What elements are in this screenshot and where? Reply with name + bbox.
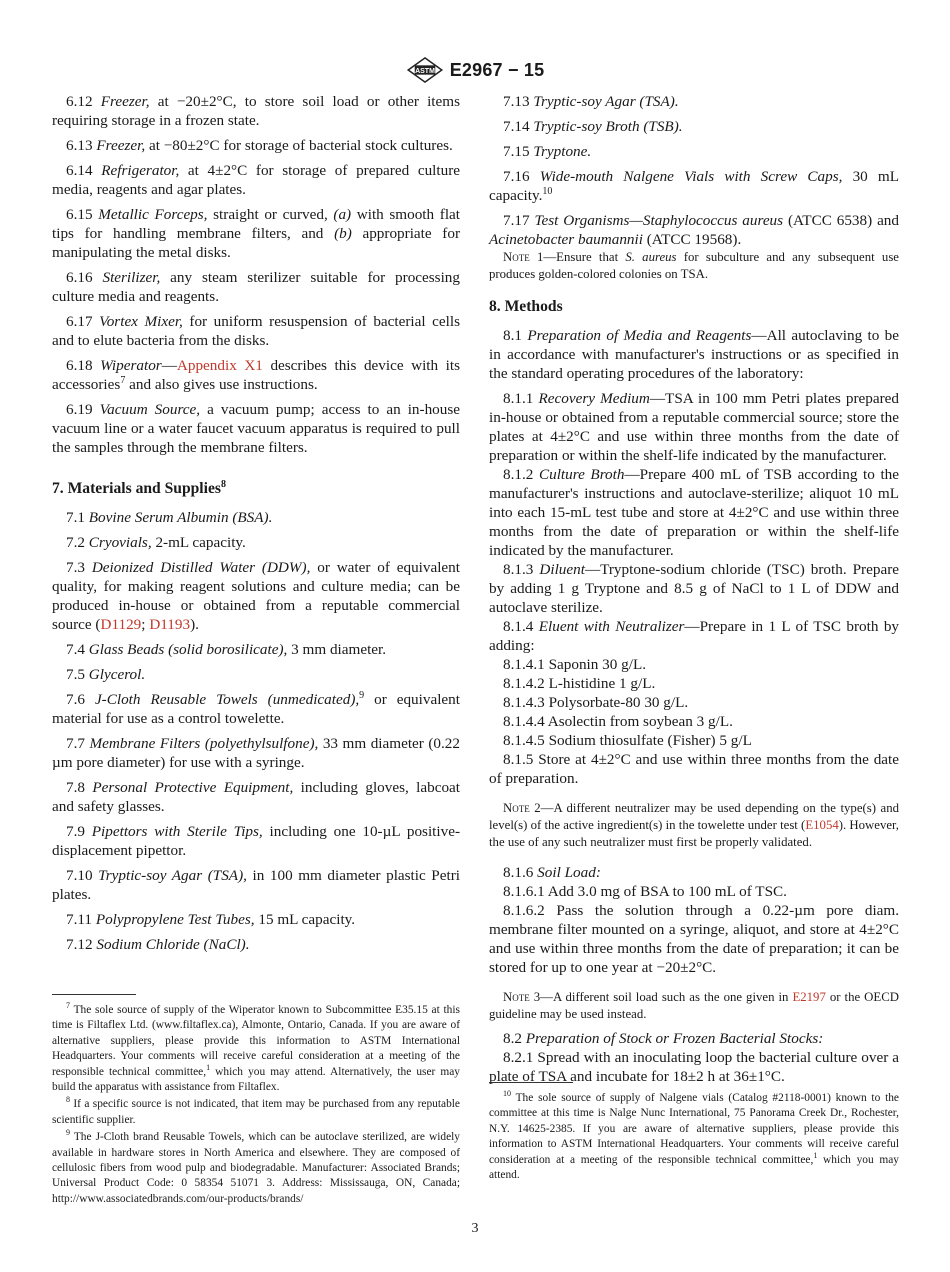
footnote-divider (489, 1082, 573, 1083)
clause-8-1-3: 8.1.3 Diluent—Tryptone-sodium chloride (TSC) broth. Prepare by adding 1 g Tryptone and 8.5 g of NaCl to 1 L of DDW and autoclave sterilize. (489, 561, 899, 616)
footnote-divider (52, 994, 136, 995)
clause-8-1-6: 8.1.6 Soil Load: (503, 864, 601, 881)
document-id: E2967 − 15 (449, 59, 545, 80)
left-column (52, 92, 460, 960)
right-footnotes (489, 1082, 899, 1185)
footnote-ref-9[interactable]: 9 (359, 689, 365, 701)
footnote-ref-7[interactable]: 7 (120, 374, 126, 386)
page-header (0, 56, 950, 84)
footnote-8: $^8$ If a specific source is not indicated, that item may be purchased from any reputable scientific supplier. (52, 1095, 460, 1126)
left-footnotes (52, 994, 460, 1209)
clause-7-5: 7.5 Glycerol. (66, 666, 146, 683)
clause-7-7: 7.7 Membrane Filters (polyethylsulfone), 33 mm diameter (0.22 µm pore diameter) for use with a syringe. (52, 735, 460, 771)
clause-6-19: 6.19 Vacuum Source, a vacuum pump; access to an in-house vacuum line or a water faucet vacuum apparatus is required to pull the samples through the membrane filters. (52, 401, 460, 456)
footnote-ref-10[interactable]: 10 (542, 185, 553, 197)
clause-8-2-1: 8.2.1 Spread with an inoculating loop the bacterial culture over a plate of TSA and incubate for 18±2 h at 36±1°C. (489, 1049, 900, 1085)
clause-7-13: 7.13 Tryptic-soy Agar (TSA). (503, 93, 679, 110)
footnote-ref-8[interactable]: 8 (220, 478, 226, 490)
footnote-7: $^7$ The sole source of supply of the Wiperator known to Subcommittee E35.15 at this time is Filtaflex Ltd. (www.filtaflex.ca), Almonte, Ontario, Canada. If you are aware of alternative suppliers, please provide this information to ASTM International Headquarters. Your comments will receive careful consideration at a meeting of the responsible technical committee,$^1$ which you may attend. Alternatively, the user may build the apparatus with assistance from Filtaflex. (52, 1001, 461, 1094)
clause-7-8: 7.8 Personal Protective Equipment, including gloves, labcoat and safety glasses. (52, 779, 460, 815)
clause-7-15: 7.15 Tryptone. (503, 143, 592, 160)
footnote-10: $^{10}$ The sole source of supply of Nalgene vials (Catalog #2118-0001) known to the committee at this time is Nalge Nunc International, 75 Panorama Creek Dr., Rochester, N.Y. 14625-2385. If you are aware of alternative suppliers, please provide this information to ASTM International Headquarters. Your comments will receive careful consideration at a meeting of the responsible technical committee,$^1$ which you may attend. (489, 1089, 899, 1182)
astm-logo-icon (406, 56, 444, 84)
right-column (489, 92, 899, 1086)
clause-7-4: 7.4 Glass Beads (solid borosilicate), 3 mm diameter. (66, 641, 387, 658)
clause-6-18: 6.18 Wiperator—Appendix X1 describes this device with its accessories$^7$ and also gives use instructions. (52, 357, 460, 393)
clause-7-11: 7.11 Polypropylene Test Tubes, 15 mL capacity. (66, 911, 356, 928)
clause-6-14: 6.14 Refrigerator, at 4±2°C for storage of prepared culture media, reagents and agar plates. (52, 162, 460, 198)
clause-8-2: 8.2 Preparation of Stock or Frozen Bacterial Stocks: (503, 1030, 824, 1047)
clause-6-15: 6.15 Metallic Forceps, straight or curved, (a) with smooth flat tips for handling membrane filters, and (b) appropriate for manipulating the metal disks. (52, 206, 461, 261)
clause-7-9: 7.9 Pipettors with Sterile Tips, including one 10-µL positive-displacement pipettor. (52, 823, 461, 859)
clause-8-1-6-2: 8.1.6.2 Pass the solution through a 0.22-µm pore diam. membrane filter mounted on a syringe, aliquot, and store at 4±2°C and use within three months from the date of preparation; it can be stored for up to one year at −20±2°C. (489, 902, 900, 976)
clause-8-1-4-4: 8.1.4.4 Asolectin from soybean 3 g/L. (503, 713, 733, 730)
clause-6-17: 6.17 Vortex Mixer, for uniform resuspension of bacterial cells and to elute bacteria from the disks. (52, 313, 460, 349)
clause-7-6: 7.6 J-Cloth Reusable Towels (unmedicated),$^9$ or equivalent material for use as a control towelette. (52, 689, 460, 727)
clause-7-1: 7.1 Bovine Serum Albumin (BSA). (66, 509, 273, 526)
d1193-link[interactable]: D1193 (149, 616, 191, 633)
clause-8-1-6-1: 8.1.6.1 Add 3.0 mg of BSA to 100 mL of TSC. (503, 883, 787, 900)
clause-7-12: 7.12 Sodium Chloride (NaCl). (66, 936, 250, 953)
clause-7-17: 7.17 Test Organisms—Staphylococcus aureus (ATCC 6538) and Acinetobacter baumannii (ATCC 19568). (489, 212, 899, 248)
e2197-link[interactable]: E2197 (792, 990, 826, 1004)
clause-7-3: 7.3 Deionized Distilled Water (DDW), or water of equivalent quality, for making reagent solutions and culture media; can be produced in-house or obtained from a reputable commercial source (D1129; D1193). (52, 559, 460, 633)
clause-7-2: 7.2 Cryovials, 2-mL capacity. (66, 534, 246, 551)
note-1: Note 1—Ensure that S. aureus for subculture and any subsequent use produces golden-colored colonies on TSA. (489, 250, 899, 281)
clause-8-1-4-5: 8.1.4.5 Sodium thiosulfate (Fisher) 5 g/L (503, 732, 752, 749)
clause-6-12: 6.12 Freezer, at −20±2°C, to store soil load or other items requiring storage in a frozen state. (52, 93, 460, 129)
clause-6-13: 6.13 Freezer, at −80±2°C for storage of bacterial stock cultures. (66, 137, 453, 154)
clause-8-1-4-3: 8.1.4.3 Polysorbate-80 30 g/L. (503, 694, 689, 711)
footnote-9: $^9$ The J-Cloth brand Reusable Towels, which can be autoclave sterilized, are widely available in hardware stores in North America and elsewhere. They are composed of cellulosic fibers from wood pulp and biodegradable. Manufacturer: Associated Brands; Universal Product Code: 0 58354 51071 3. Address: Mississauga, ON, Canada; http://www.associatedbrands.com/our-products/brands/ (52, 1128, 460, 1205)
e1054-link[interactable]: E1054 (805, 818, 839, 832)
clause-7-16: 7.16 Wide-mouth Nalgene Vials with Screw Caps, 30 mL capacity.$^{10}$ (489, 168, 900, 204)
note-3: Note 3—A different soil load such as the one given in E2197 or the OECD guideline may be used instead. (489, 990, 899, 1021)
clause-8-1-1: 8.1.1 Recovery Medium—TSA in 100 mm Petri plates prepared in-house or obtained from a reputable commercial source; store the plates at 4±2°C and use within three months from the date of preparation or within the shelf-life indicated by the manufacturer. (489, 390, 899, 464)
clause-7-14: 7.14 Tryptic-soy Broth (TSB). (503, 118, 683, 135)
clause-8-1-4-2: 8.1.4.2 L-histidine 1 g/L. (503, 675, 656, 692)
page-number: 3 (471, 1221, 479, 1236)
section-8-heading: 8. Methods (489, 298, 563, 315)
svg-text:ASTM: ASTM (414, 67, 435, 75)
note-2: Note 2—A different neutralizer may be used depending on the type(s) and level(s) of the active ingredient(s) in the towelette under test (E1054). However, the use of any such neutralizer must first be properly validated. (489, 801, 900, 849)
clause-8-1: 8.1 Preparation of Media and Reagents—All autoclaving to be in accordance with manufacturer's instructions or as specified in the standard operating procedures of the laboratory: (489, 327, 900, 382)
clause-8-1-4-1: 8.1.4.1 Saponin 30 g/L. (503, 656, 647, 673)
clause-8-1-5: 8.1.5 Store at 4±2°C and use within three months from the date of preparation. (489, 751, 899, 787)
appendix-x1-link[interactable]: Appendix X1 (176, 357, 263, 374)
section-7-heading: 7. Materials and Supplies$^8$ (52, 478, 226, 497)
clause-8-1-4: 8.1.4 Eluent with Neutralizer—Prepare in 1 L of TSC broth by adding: (489, 618, 900, 654)
clause-7-10: 7.10 Tryptic-soy Agar (TSA), in 100 mm diameter plastic Petri plates. (52, 867, 460, 903)
clause-6-16: 6.16 Sterilizer, any steam sterilizer suitable for processing culture media and reagents. (52, 269, 460, 305)
d1129-link[interactable]: D1129 (100, 616, 142, 633)
clause-8-1-2: 8.1.2 Culture Broth—Prepare 400 mL of TSB according to the manufacturer's instructions and autoclave-sterilize; aliquot 10 mL into each 15-mL test tube and store at 4±2°C and use within three months from the date of preparation or within the shelf-life indicated by the manufacturer. (489, 466, 900, 559)
